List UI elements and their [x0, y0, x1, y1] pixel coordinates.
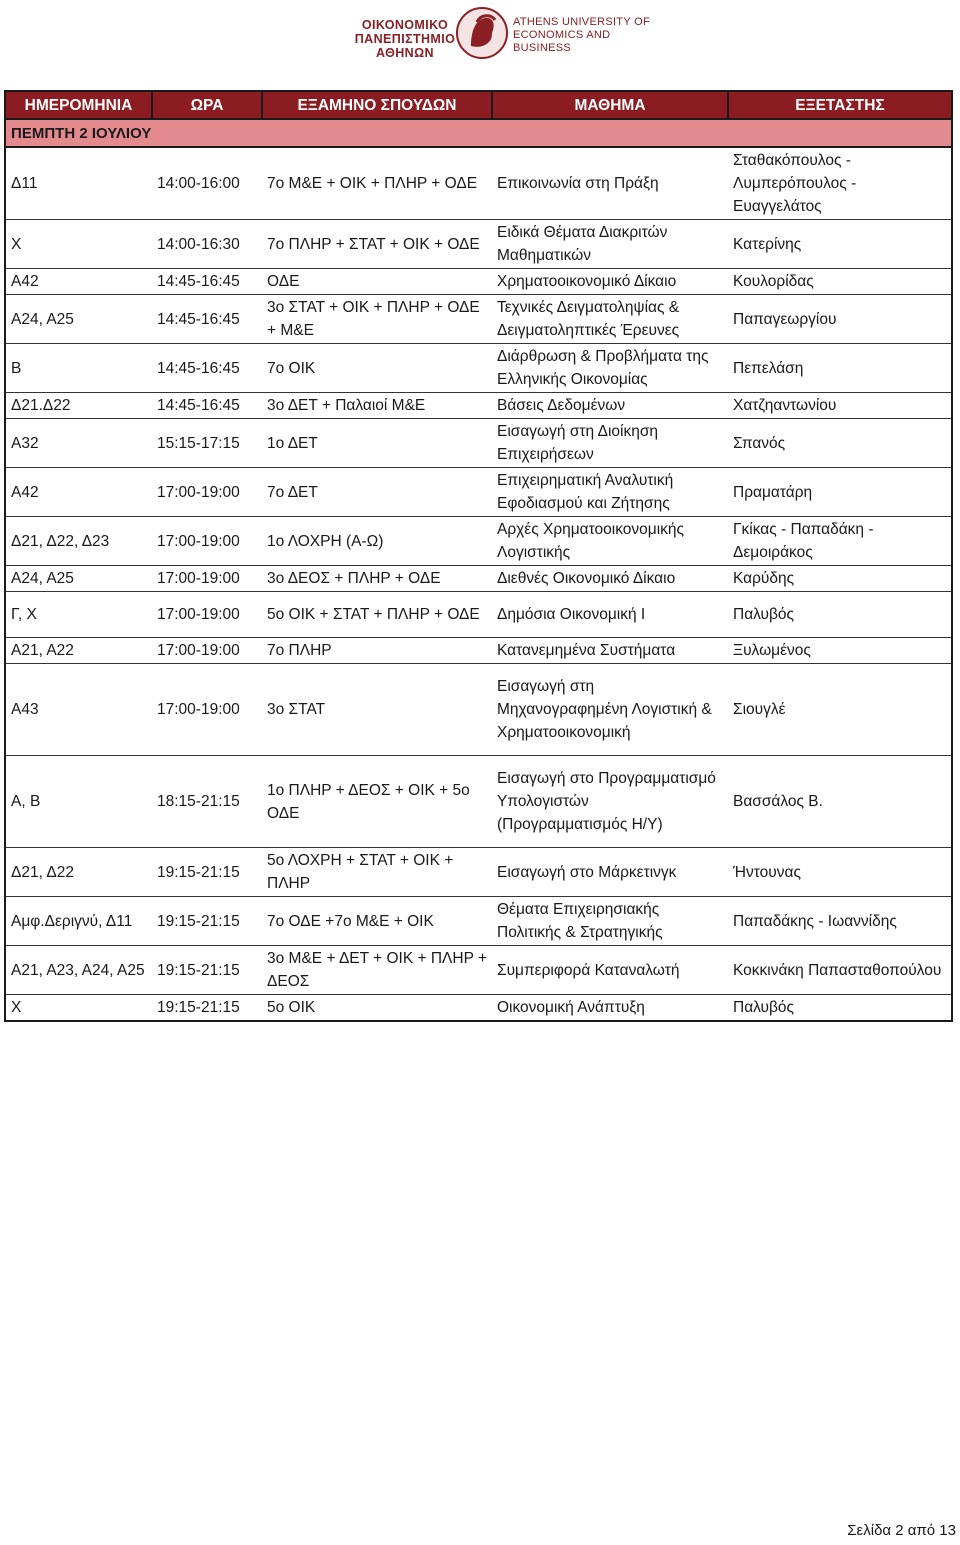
table-row [5, 468, 952, 517]
cell-examiner: Παλυβός [728, 592, 952, 638]
cell-course: Αρχές Χρηματοοικονομικής Λογιστικής [492, 517, 728, 566]
cell-examiner: Καρύδης [728, 566, 952, 592]
cell-time: 14:45-16:45 [152, 393, 262, 419]
cell-examiner: Κατερίνης [728, 220, 952, 269]
column-header-semester: ΕΞΑΜΗΝΟ ΣΠΟΥΔΩΝ [262, 91, 492, 119]
table-row [5, 269, 952, 295]
table-row [5, 756, 952, 848]
cell-room: Α21, Α23, Α24, Α25 [5, 946, 152, 995]
cell-room: Α24, Α25 [5, 295, 152, 344]
cell-examiner: Παλυβός [728, 995, 952, 1022]
cell-room: Α21, Α22 [5, 638, 152, 664]
cell-time: 14:00-16:00 [152, 147, 262, 220]
cell-semester: 1ο ΠΛΗΡ + ΔΕΟΣ + ΟΙΚ + 5ο ΟΔΕ [262, 756, 492, 848]
cell-time: 14:00-16:30 [152, 220, 262, 269]
cell-course: Τεχνικές Δειγματοληψίας & Δειγματοληπτικές Έρευνες [492, 295, 728, 344]
cell-time: 17:00-19:00 [152, 468, 262, 517]
cell-room: Χ [5, 995, 152, 1022]
cell-examiner: Σιουγλέ [728, 664, 952, 756]
cell-course: Εισαγωγή στο Μάρκετινγκ [492, 848, 728, 897]
cell-course: Οικονομική Ανάπτυξη [492, 995, 728, 1022]
cell-examiner: Γκίκας - Παπαδάκη - Δεμοιράκος [728, 517, 952, 566]
cell-course: Δημόσια Οικονομική Ι [492, 592, 728, 638]
table-row [5, 147, 952, 220]
cell-semester: 3ο Μ&Ε + ΔΕΤ + ΟΙΚ + ΠΛΗΡ + ΔΕΟΣ [262, 946, 492, 995]
table-row [5, 592, 952, 638]
cell-time: 17:00-19:00 [152, 566, 262, 592]
cell-room: Α43 [5, 664, 152, 756]
cell-semester: ΟΔΕ [262, 269, 492, 295]
cell-time: 19:15-21:15 [152, 848, 262, 897]
table-row [5, 220, 952, 269]
cell-time: 17:00-19:00 [152, 638, 262, 664]
cell-course: Εισαγωγή στη Μηχανογραφημένη Λογιστική & Χρηματοοικονομική [492, 664, 728, 756]
cell-examiner: Βασσάλος Β. [728, 756, 952, 848]
table-row [5, 946, 952, 995]
cell-course: Εισαγωγή στο Προγραμματισμό Υπολογιστών (Προγραμματισμός Η/Υ) [492, 756, 728, 848]
exam-schedule-table [4, 90, 953, 1022]
athena-emblem-icon [455, 6, 509, 60]
cell-room: Δ21, Δ22, Δ23 [5, 517, 152, 566]
cell-examiner: Πραματάρη [728, 468, 952, 517]
cell-room: Γ, Χ [5, 592, 152, 638]
table-row [5, 344, 952, 393]
table-row [5, 295, 952, 344]
cell-time: 17:00-19:00 [152, 517, 262, 566]
cell-semester: 3ο ΣΤΑΤ [262, 664, 492, 756]
cell-room: Χ [5, 220, 152, 269]
cell-time: 17:00-19:00 [152, 664, 262, 756]
table-row [5, 995, 952, 1022]
cell-time: 19:15-21:15 [152, 897, 262, 946]
column-header-time: ΩΡΑ [152, 91, 262, 119]
cell-course: Ειδικά Θέματα Διακριτών Μαθηματικών [492, 220, 728, 269]
table-row [5, 848, 952, 897]
cell-semester: 5ο ΛΟΧΡΗ + ΣΤΑΤ + ΟΙΚ + ΠΛΗΡ [262, 848, 492, 897]
cell-semester: 7ο ΟΔΕ +7ο Μ&Ε + ΟΙΚ [262, 897, 492, 946]
cell-examiner: Σταθακόπουλος - Λυμπερόπουλος - Ευαγγελάτος [728, 147, 952, 220]
cell-semester: 3ο ΣΤΑΤ + ΟΙΚ + ΠΛΗΡ + ΟΔΕ + Μ&Ε [262, 295, 492, 344]
cell-examiner: Σπανός [728, 419, 952, 468]
column-header-examiner: ΕΞΕΤΑΣΤΗΣ [728, 91, 952, 119]
table-row [5, 638, 952, 664]
table-row [5, 664, 952, 756]
university-logo [0, 6, 960, 62]
cell-examiner: Παπαγεωργίου [728, 295, 952, 344]
column-header-date: ΗΜΕΡΟΜΗΝΙΑ [5, 91, 152, 119]
cell-time: 14:45-16:45 [152, 344, 262, 393]
cell-course: Συμπεριφορά Καταναλωτή [492, 946, 728, 995]
cell-course: Επικοινωνία στη Πράξη [492, 147, 728, 220]
cell-course: Θέματα Επιχειρησιακής Πολιτικής & Στρατηγικής [492, 897, 728, 946]
cell-time: 19:15-21:15 [152, 995, 262, 1022]
cell-room: Α32 [5, 419, 152, 468]
table-row [5, 517, 952, 566]
table-row [5, 393, 952, 419]
cell-course: Επιχειρηματική Αναλυτική Εφοδιασμού και Ζήτησης [492, 468, 728, 517]
cell-semester: 7ο ΔΕΤ [262, 468, 492, 517]
cell-course: Διάρθρωση & Προβλήματα της Ελληνικής Οικονομίας [492, 344, 728, 393]
cell-room: Α, Β [5, 756, 152, 848]
cell-room: Δ21.Δ22 [5, 393, 152, 419]
cell-room: Δ21, Δ22 [5, 848, 152, 897]
day-label: ΠΕΜΠΤΗ 2 ΙΟΥΛΙΟΥ [5, 119, 952, 147]
table-row [5, 419, 952, 468]
cell-examiner: Παπαδάκης - Ιωαννίδης [728, 897, 952, 946]
cell-semester: 3ο ΔΕΟΣ + ΠΛΗΡ + ΟΔΕ [262, 566, 492, 592]
cell-examiner: Ήντουνας [728, 848, 952, 897]
cell-course: Εισαγωγή στη Διοίκηση Επιχειρήσεων [492, 419, 728, 468]
cell-time: 15:15-17:15 [152, 419, 262, 468]
cell-time: 17:00-19:00 [152, 592, 262, 638]
cell-time: 18:15-21:15 [152, 756, 262, 848]
cell-semester: 3ο ΔΕΤ + Παλαιοί Μ&Ε [262, 393, 492, 419]
logo-english-name: ATHENS UNIVERSITY OF ECONOMICS AND BUSINESS [513, 16, 651, 54]
cell-examiner: Κοκκινάκη Παπασταθοπούλου [728, 946, 952, 995]
page-number: Σελίδα 2 από 13 [847, 1522, 956, 1539]
logo-greek-name: ΟΙΚΟΝΟΜΙΚΟ ΠΑΝΕΠΙΣΤΗΜΙΟ ΑΘΗΝΩΝ [354, 18, 456, 60]
cell-semester: 7ο ΠΛΗΡ [262, 638, 492, 664]
cell-time: 14:45-16:45 [152, 269, 262, 295]
cell-time: 19:15-21:15 [152, 946, 262, 995]
cell-examiner: Ξυλωμένος [728, 638, 952, 664]
cell-semester: 7ο Μ&Ε + ΟΙΚ + ΠΛΗΡ + ΟΔΕ [262, 147, 492, 220]
cell-course: Διεθνές Οικονομικό Δίκαιο [492, 566, 728, 592]
cell-room: Α42 [5, 269, 152, 295]
cell-semester: 7ο ΟΙΚ [262, 344, 492, 393]
cell-room: Αμφ.Δεριγνύ, Δ11 [5, 897, 152, 946]
column-header-course: ΜΑΘΗΜΑ [492, 91, 728, 119]
table-row [5, 897, 952, 946]
cell-course: Χρηματοοικονομικό Δίκαιο [492, 269, 728, 295]
table-header-row [5, 91, 952, 119]
cell-examiner: Χατζηαντωνίου [728, 393, 952, 419]
cell-semester: 1ο ΛΟΧΡΗ (Α-Ω) [262, 517, 492, 566]
cell-examiner: Πεπελάση [728, 344, 952, 393]
cell-course: Βάσεις Δεδομένων [492, 393, 728, 419]
cell-room: Β [5, 344, 152, 393]
cell-room: Δ11 [5, 147, 152, 220]
day-row [5, 119, 952, 147]
cell-room: Α24, Α25 [5, 566, 152, 592]
cell-semester: 7ο ΠΛΗΡ + ΣΤΑΤ + ΟΙΚ + ΟΔΕ [262, 220, 492, 269]
cell-room: Α42 [5, 468, 152, 517]
cell-time: 14:45-16:45 [152, 295, 262, 344]
cell-semester: 5ο ΟΙΚ [262, 995, 492, 1022]
cell-examiner: Κουλορίδας [728, 269, 952, 295]
cell-semester: 5ο ΟΙΚ + ΣΤΑΤ + ΠΛΗΡ + ΟΔΕ [262, 592, 492, 638]
cell-semester: 1ο ΔΕΤ [262, 419, 492, 468]
cell-course: Κατανεμημένα Συστήματα [492, 638, 728, 664]
table-row [5, 566, 952, 592]
